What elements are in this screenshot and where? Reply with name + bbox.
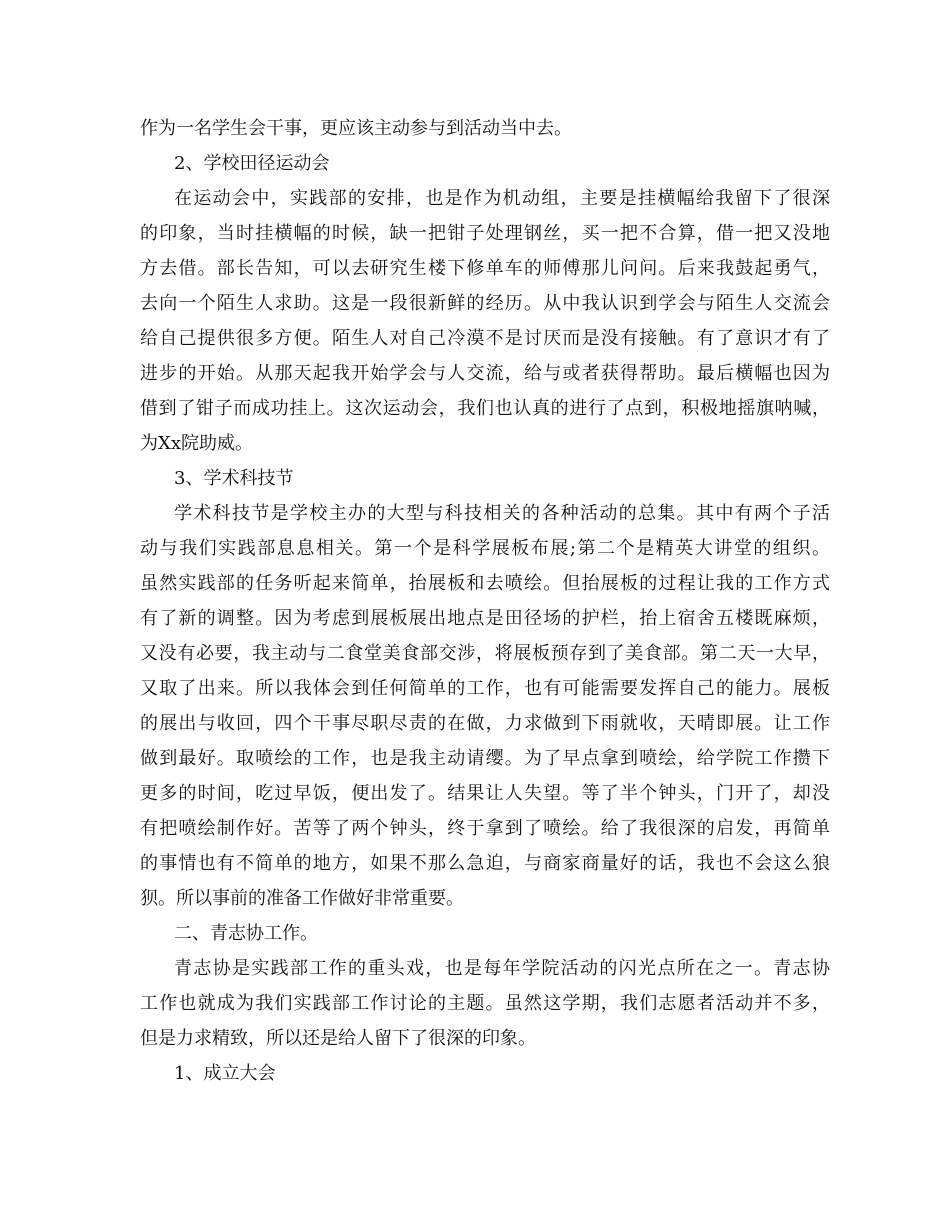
paragraph-line: 为Xx院助威。 xyxy=(140,433,253,454)
paragraph-line: 去向一个陌生人求助。这是一段很新鲜的经历。从中我认识到学会与陌生人交流会 xyxy=(140,293,830,314)
paragraph-line: 又没有必要，我主动与二食堂美食部交涉，将展板预存到了美食部。第二天一大早， xyxy=(140,643,830,664)
paragraph-line: 动与我们实践部息息相关。第一个是科学展板布展;第二个是精英大讲堂的组织。 xyxy=(140,538,830,559)
paragraph-line: 但是力求精致，所以还是给人留下了很深的印象。 xyxy=(140,1028,536,1049)
paragraph-line: 更多的时间，吃过早饭，便出发了。结果让人失望。等了半个钟头，门开了，却没 xyxy=(140,783,830,804)
paragraph-line: 的印象，当时挂横幅的时候，缺一把钳子处理钢丝，买一把不合算，借一把又没地 xyxy=(140,223,830,244)
paragraph-line: 给自己提供很多方便。陌生人对自己冷漠不是讨厌而是没有接触。有了意识才有了 xyxy=(140,328,830,349)
paragraph-line: 的展出与收回，四个干事尽职尽责的在做，力求做到下雨就收，天晴即展。让工作 xyxy=(140,713,830,734)
section-heading: 二、青志协工作。 xyxy=(174,923,318,944)
paragraph-line: 的事情也有不简单的地方，如果不那么急迫，与商家商量好的话，我也不会这么狼 xyxy=(140,853,830,874)
section-heading: 3、学术科技节 xyxy=(174,468,294,489)
paragraph-line: 借到了钳子而成功挂上。这次运动会，我们也认真的进行了点到，积极地摇旗呐喊， xyxy=(140,398,830,419)
paragraph-line: 青志协是实践部工作的重头戏，也是每年学院活动的闪光点所在之一。青志协 xyxy=(174,958,830,979)
paragraph-line: 方去借。部长告知，可以去研究生楼下修单车的师傅那儿问问。后来我鼓起勇气， xyxy=(140,258,830,279)
paragraph-line: 进步的开始。从那天起我开始学会与人交流，给与或者获得帮助。最后横幅也因为 xyxy=(140,363,830,384)
paragraph-line: 工作也就成为我们实践部工作讨论的主题。虽然这学期，我们志愿者活动并不多， xyxy=(140,993,830,1014)
paragraph-line: 狈。所以事前的准备工作做好非常重要。 xyxy=(140,888,464,909)
paragraph-line: 学术科技节是学校主办的大型与科技相关的各种活动的总集。其中有两个子活 xyxy=(174,503,830,524)
section-heading: 2、学校田径运动会 xyxy=(174,153,330,174)
paragraph-line: 有了新的调整。因为考虑到展板展出地点是田径场的护栏，抬上宿舍五楼既麻烦， xyxy=(140,608,830,629)
paragraph-line: 在运动会中，实践部的安排，也是作为机动组，主要是挂横幅给我留下了很深 xyxy=(174,188,830,209)
paragraph-line: 又取了出来。所以我体会到任何简单的工作，也有可能需要发挥自己的能力。展板 xyxy=(140,678,830,699)
paragraph-line: 作为一名学生会干事，更应该主动参与到活动当中去。 xyxy=(140,118,572,139)
paragraph-line: 做到最好。取喷绘的工作，也是我主动请缨。为了早点拿到喷绘，给学院工作攒下 xyxy=(140,748,830,769)
section-heading: 1、成立大会 xyxy=(174,1063,276,1084)
paragraph-line: 虽然实践部的任务听起来简单，抬展板和去喷绘。但抬展板的过程让我的工作方式 xyxy=(140,573,830,594)
paragraph-line: 有把喷绘制作好。苦等了两个钟头，终于拿到了喷绘。给了我很深的启发，再简单 xyxy=(140,818,830,839)
